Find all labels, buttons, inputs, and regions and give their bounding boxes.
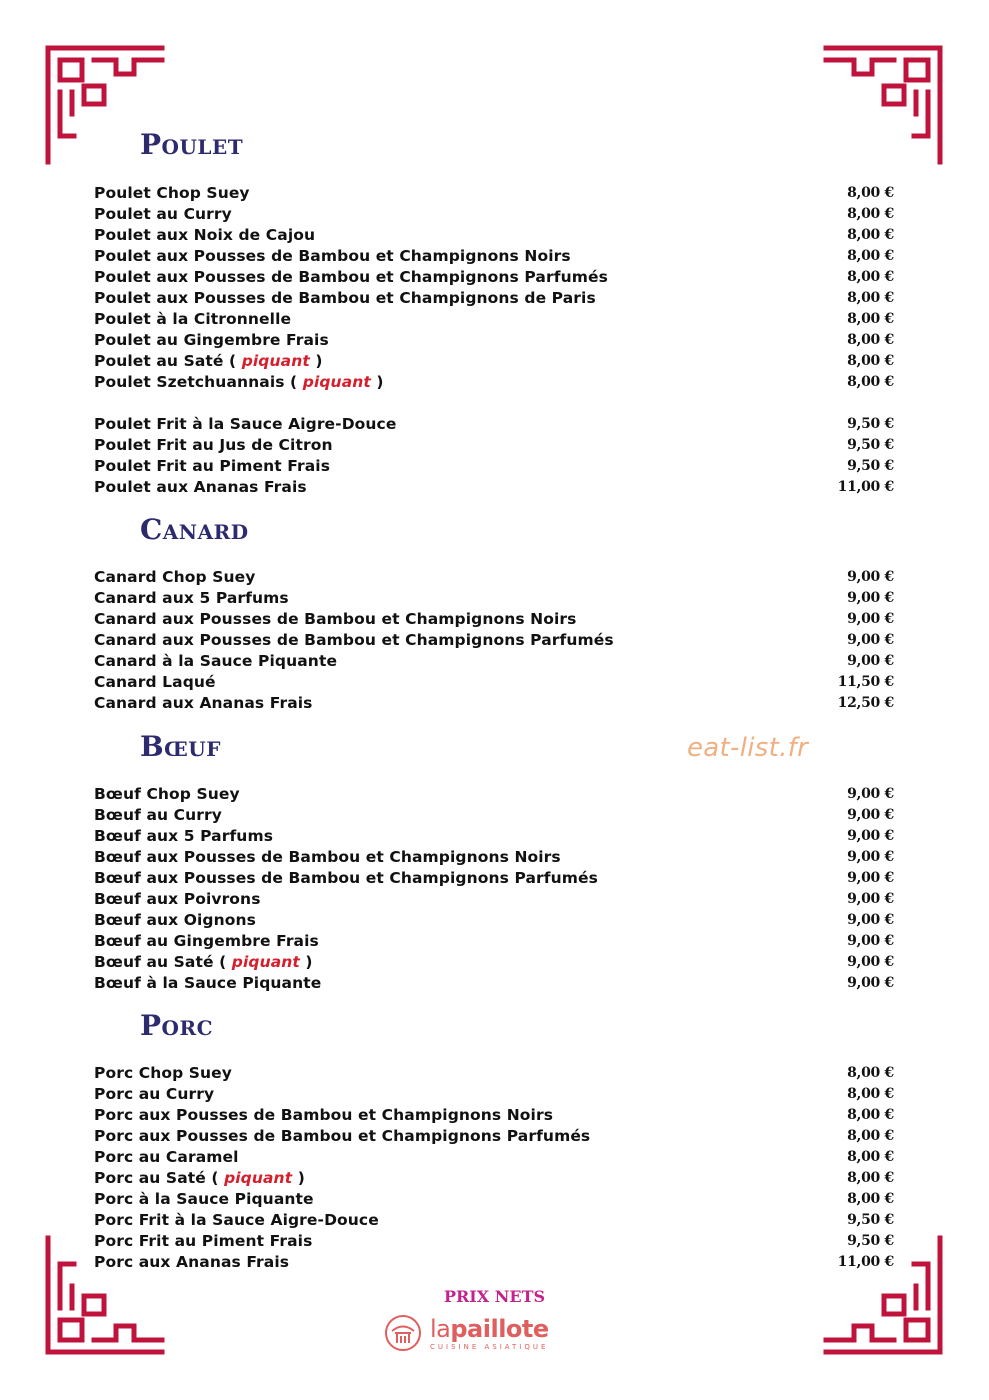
section-title-poulet: Poulet bbox=[140, 128, 244, 161]
menu-item bbox=[94, 1104, 894, 1125]
item-name: Poulet Frit à la Sauce Aigre-Douce bbox=[94, 414, 397, 433]
item-name: Porc Frit à la Sauce Aigre-Douce bbox=[94, 1210, 379, 1229]
item-price: 8,00 € bbox=[847, 310, 894, 327]
menu-item bbox=[94, 1167, 894, 1188]
menu-item bbox=[94, 182, 894, 203]
item-price: 9,00 € bbox=[847, 848, 894, 865]
item-price: 8,00 € bbox=[847, 352, 894, 369]
item-name: Poulet Frit au Piment Frais bbox=[94, 456, 331, 475]
item-price: 9,50 € bbox=[847, 1232, 894, 1249]
menu-item bbox=[94, 608, 894, 629]
item-name: Poulet aux Noix de Cajou bbox=[94, 225, 316, 244]
menu-item bbox=[94, 455, 894, 476]
item-name: Bœuf aux Pousses de Bambou et Champignons Parfumés bbox=[94, 868, 598, 887]
item-price: 9,00 € bbox=[847, 953, 894, 970]
logo-text bbox=[430, 1316, 549, 1351]
item-price: 8,00 € bbox=[847, 1064, 894, 1081]
logo-name-bold: paillote bbox=[450, 1314, 549, 1343]
item-name: Canard aux Pousses de Bambou et Champignons Noirs bbox=[94, 609, 577, 628]
section-title-boeuf: Bœuf bbox=[140, 730, 221, 763]
item-price: 8,00 € bbox=[847, 1190, 894, 1207]
logo-name-light: la bbox=[430, 1314, 451, 1343]
item-price: 8,00 € bbox=[847, 268, 894, 285]
menu-item bbox=[94, 846, 894, 867]
item-name-close: ) bbox=[376, 372, 384, 391]
item-name: Poulet au Saté ( bbox=[94, 351, 237, 370]
item-price: 8,00 € bbox=[847, 1169, 894, 1186]
item-name: Porc aux Ananas Frais bbox=[94, 1252, 290, 1271]
menu-item bbox=[94, 476, 894, 497]
spicy-label: piquant bbox=[241, 351, 310, 370]
item-name: Bœuf Chop Suey bbox=[94, 784, 240, 803]
item-name: Porc au Saté ( bbox=[94, 1168, 219, 1187]
menu-item bbox=[94, 587, 894, 608]
item-name: Porc à la Sauce Piquante bbox=[94, 1189, 314, 1208]
item-price: 8,00 € bbox=[847, 1085, 894, 1102]
prix-nets-note: PRIX NETS bbox=[443, 1287, 546, 1306]
menu-item bbox=[94, 203, 894, 224]
menu-item bbox=[94, 329, 894, 350]
item-name: Porc Frit au Piment Frais bbox=[94, 1231, 313, 1250]
item-name-close: ) bbox=[315, 351, 323, 370]
menu-item bbox=[94, 1125, 894, 1146]
item-price: 9,00 € bbox=[847, 631, 894, 648]
item-name: Bœuf au Saté ( bbox=[94, 952, 227, 971]
item-name: Canard aux Pousses de Bambou et Champignons Parfumés bbox=[94, 630, 614, 649]
menu-item bbox=[94, 804, 894, 825]
menu-list-poulet bbox=[94, 182, 894, 497]
menu-item bbox=[94, 825, 894, 846]
menu-item bbox=[94, 1062, 894, 1083]
corner-ornament-top-right bbox=[822, 44, 944, 166]
menu-item bbox=[94, 245, 894, 266]
item-price: 9,00 € bbox=[847, 869, 894, 886]
item-name: Canard à la Sauce Piquante bbox=[94, 651, 338, 670]
menu-item bbox=[94, 867, 894, 888]
menu-item bbox=[94, 434, 894, 455]
item-name: Bœuf à la Sauce Piquante bbox=[94, 973, 322, 992]
item-price: 11,50 € bbox=[837, 673, 894, 690]
menu-item bbox=[94, 783, 894, 804]
item-name-close: ) bbox=[297, 1168, 305, 1187]
menu-item bbox=[94, 413, 894, 434]
item-price: 9,00 € bbox=[847, 589, 894, 606]
item-price: 9,00 € bbox=[847, 652, 894, 669]
item-price: 8,00 € bbox=[847, 1148, 894, 1165]
menu-item bbox=[94, 1188, 894, 1209]
menu-item bbox=[94, 1146, 894, 1167]
menu-item bbox=[94, 930, 894, 951]
item-name: Poulet Chop Suey bbox=[94, 183, 250, 202]
item-price: 9,00 € bbox=[847, 610, 894, 627]
item-price: 8,00 € bbox=[847, 184, 894, 201]
menu-item bbox=[94, 1251, 894, 1272]
watermark: eat-list.fr bbox=[687, 733, 809, 763]
item-name: Poulet Frit au Jus de Citron bbox=[94, 435, 333, 454]
item-name: Poulet Szetchuannais ( bbox=[94, 372, 298, 391]
menu-item bbox=[94, 951, 894, 972]
menu-item bbox=[94, 1209, 894, 1230]
menu-item bbox=[94, 692, 894, 713]
section-title-porc: Porc bbox=[140, 1009, 214, 1042]
menu-item bbox=[94, 972, 894, 993]
item-price: 9,00 € bbox=[847, 911, 894, 928]
item-name: Poulet à la Citronnelle bbox=[94, 309, 292, 328]
item-name: Bœuf au Curry bbox=[94, 805, 222, 824]
item-name-group bbox=[94, 373, 384, 391]
item-name: Poulet aux Pousses de Bambou et Champignons Noirs bbox=[94, 246, 571, 265]
item-price: 9,50 € bbox=[847, 415, 894, 432]
item-name-group bbox=[94, 352, 323, 370]
menu-item bbox=[94, 650, 894, 671]
item-price: 12,50 € bbox=[837, 694, 894, 711]
item-name: Porc au Caramel bbox=[94, 1147, 239, 1166]
item-name: Canard aux Ananas Frais bbox=[94, 693, 313, 712]
item-name: Porc au Curry bbox=[94, 1084, 215, 1103]
item-name: Poulet aux Pousses de Bambou et Champignons Parfumés bbox=[94, 267, 608, 286]
item-price: 8,00 € bbox=[847, 247, 894, 264]
menu-item bbox=[94, 308, 894, 329]
menu-list-porc bbox=[94, 1062, 894, 1272]
item-name: Canard aux 5 Parfums bbox=[94, 588, 289, 607]
item-price: 11,00 € bbox=[837, 478, 894, 495]
item-name-group bbox=[94, 1169, 305, 1187]
item-name: Bœuf au Gingembre Frais bbox=[94, 931, 319, 950]
item-name-close: ) bbox=[305, 952, 313, 971]
item-price: 9,00 € bbox=[847, 785, 894, 802]
spicy-label: piquant bbox=[302, 372, 371, 391]
item-name: Poulet aux Ananas Frais bbox=[94, 477, 307, 496]
item-name: Bœuf aux Poivrons bbox=[94, 889, 261, 908]
menu-item bbox=[94, 909, 894, 930]
menu-item bbox=[94, 1083, 894, 1104]
item-price: 8,00 € bbox=[847, 205, 894, 222]
logo-tagline: CUISINE ASIATIQUE bbox=[430, 1342, 549, 1351]
menu-item bbox=[94, 629, 894, 650]
item-price: 8,00 € bbox=[847, 373, 894, 390]
item-name: Poulet au Gingembre Frais bbox=[94, 330, 329, 349]
menu-item bbox=[94, 671, 894, 692]
logo-name bbox=[430, 1316, 549, 1342]
item-name: Bœuf aux Oignons bbox=[94, 910, 256, 929]
item-name: Porc aux Pousses de Bambou et Champignons Parfumés bbox=[94, 1126, 591, 1145]
item-name: Canard Laqué bbox=[94, 672, 216, 691]
item-price: 9,00 € bbox=[847, 974, 894, 991]
menu-list-canard bbox=[94, 566, 894, 713]
menu-item bbox=[94, 1230, 894, 1251]
spicy-label: piquant bbox=[224, 1168, 293, 1187]
item-name-group bbox=[94, 953, 313, 971]
menu-item bbox=[94, 350, 894, 371]
item-name: Bœuf aux Pousses de Bambou et Champignons Noirs bbox=[94, 847, 561, 866]
item-name: Canard Chop Suey bbox=[94, 567, 256, 586]
spicy-label: piquant bbox=[231, 952, 300, 971]
menu-item bbox=[94, 287, 894, 308]
item-name: Porc Chop Suey bbox=[94, 1063, 233, 1082]
menu-item bbox=[94, 266, 894, 287]
item-price: 8,00 € bbox=[847, 1106, 894, 1123]
item-price: 9,00 € bbox=[847, 806, 894, 823]
item-price: 9,00 € bbox=[847, 890, 894, 907]
item-price: 9,00 € bbox=[847, 568, 894, 585]
menu-item bbox=[94, 566, 894, 587]
item-name: Bœuf aux 5 Parfums bbox=[94, 826, 274, 845]
item-name: Porc aux Pousses de Bambou et Champignons Noirs bbox=[94, 1105, 554, 1124]
menu-item bbox=[94, 371, 894, 392]
menu-list-boeuf bbox=[94, 783, 894, 993]
menu-item bbox=[94, 224, 894, 245]
item-price: 11,00 € bbox=[837, 1253, 894, 1270]
pagoda-icon bbox=[384, 1314, 422, 1352]
item-price: 8,00 € bbox=[847, 331, 894, 348]
item-name: Poulet au Curry bbox=[94, 204, 232, 223]
item-price: 9,50 € bbox=[847, 436, 894, 453]
item-price: 9,50 € bbox=[847, 1211, 894, 1228]
item-price: 9,00 € bbox=[847, 827, 894, 844]
section-title-canard: Canard bbox=[140, 513, 249, 546]
item-price: 8,00 € bbox=[847, 289, 894, 306]
item-price: 9,50 € bbox=[847, 457, 894, 474]
item-price: 8,00 € bbox=[847, 226, 894, 243]
item-name: Poulet aux Pousses de Bambou et Champignons de Paris bbox=[94, 288, 596, 307]
menu-item bbox=[94, 888, 894, 909]
restaurant-logo bbox=[384, 1314, 549, 1352]
item-price: 9,00 € bbox=[847, 932, 894, 949]
item-price: 8,00 € bbox=[847, 1127, 894, 1144]
